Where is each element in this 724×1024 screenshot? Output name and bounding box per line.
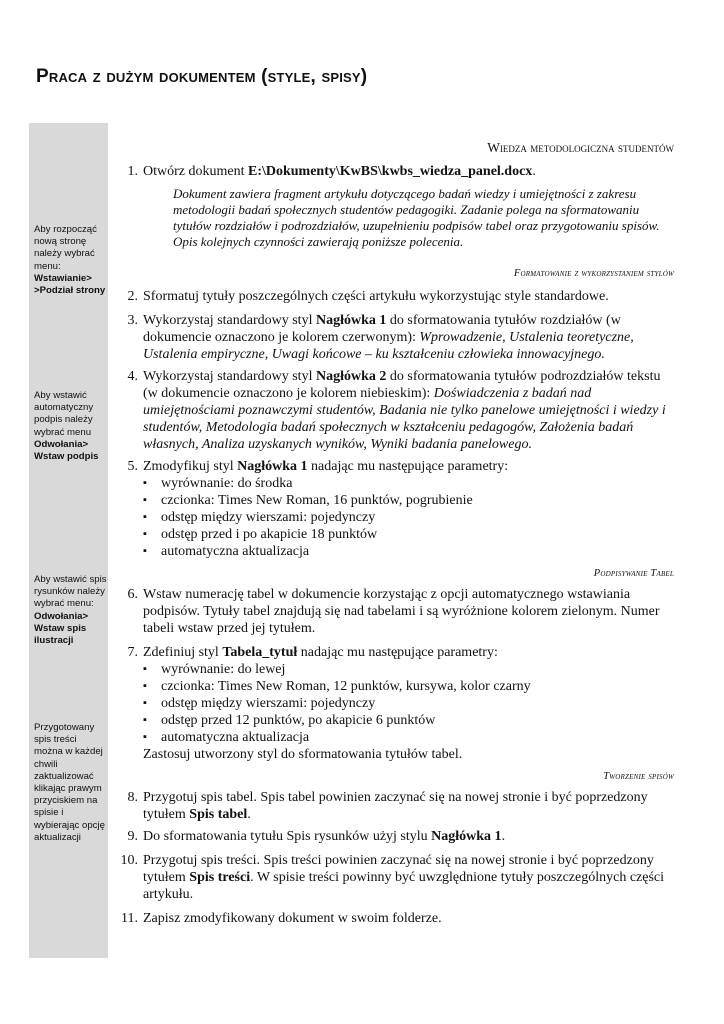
bullet-item: ▪ odstęp przed 12 punktów, po akapicie 6 punktów bbox=[143, 712, 674, 729]
bullet-item: ▪ automatyczna aktualizacja bbox=[143, 543, 674, 560]
section-heading: Podpisywanie Tabel bbox=[593, 568, 674, 579]
sidebar-note-caption bbox=[34, 390, 108, 463]
bullet-list bbox=[143, 475, 674, 560]
note-menu-path: Odwołania> Wstaw spis ilustracji bbox=[34, 610, 89, 647]
sidebar-note-figures bbox=[34, 574, 108, 647]
bullet-item: ▪ wyrównanie: do środka bbox=[143, 475, 674, 492]
note-text: Aby wstawić automatyczny podpis należy wybrać menu bbox=[34, 390, 94, 438]
bullet-item: ▪ automatyczna aktualizacja bbox=[143, 729, 674, 746]
list-item: 4. Wykorzystaj standardowy styl Nagłówka 2 do sformatowania tytułów podrozdziałów tekstu (w dokumencie oznaczono je kolorem niebieskim): Doświadczenia z badań nad umiejętnościami poznawczymi studentów, Badania nie tylko panelowe umiejętności i wiedzy i studentów, Metodologia badań społecznych w kształceniu pedagogów, Założenia badań własnych, Analiza uzyskanych wyników, Wyniki badania panelowego. bbox=[127, 369, 666, 452]
note-menu-path: Wstawianie> >Podział strony bbox=[34, 272, 106, 297]
bullet-list bbox=[143, 661, 674, 746]
page-title: Praca z dużym dokumentem (style, spisy) bbox=[36, 66, 368, 87]
bullet-item: ▪ odstęp między wierszami: pojedynczy bbox=[143, 509, 674, 526]
section-heading: Wiedza metodologiczna studentów bbox=[487, 140, 674, 155]
note-menu-path: Odwołania> Wstaw podpis bbox=[34, 438, 99, 463]
bullet-item: ▪ wyrównanie: do lewej bbox=[143, 661, 674, 678]
list-item: 2. Sformatuj tytuły poszczególnych części artykułu wykorzystując style standardowe. bbox=[127, 289, 609, 304]
note-text: Aby rozpocząć nową stronę należy wybrać menu: bbox=[34, 224, 97, 272]
list-item: 1. Otwórz dokument E:\Dokumenty\KwBS\kwbs_wiedza_panel.docx. bbox=[127, 164, 536, 179]
list-item: 7. Zdefiniuj styl Tabela_tytuł nadając mu następujące parametry: ▪ wyrównanie: do lewej ▪ czcionka: Times New Roman, 12 punktów, kursywa, kolor czarny ▪ odstęp między wierszami: pojedynczy ▪ odstęp przed 12 punktów, po akapicie 6 punktów ▪ automatyczna aktualizacja Zastosuj utworzony styl do sformatowania tytułów tabel. bbox=[118, 644, 674, 763]
list-item: 6. Wstaw numerację tabel w dokumencie korzystając z opcji automatycznego wstawiania podpisów. Tytuły tabel znajdują się nad tabelami i są wyróżnione kolorem zielonym. Numer tabeli wstaw przed jej tytułem. bbox=[127, 587, 660, 636]
task-description: Dokument zawiera fragment artykułu dotyczącego badań wiedzy i umiejętności z zakresu metodologii badań społecznych studentów pedagogiki. Zadanie polega na sformatowaniu tytułów rozdziałów i podrozdziałów, uzupełnieniu podpisów tabel oraz przygotowaniu spisów. Opis kolejnych czynności zawierają poniższe polecenia. bbox=[173, 186, 660, 249]
section-heading: Formatowanie z wykorzystaniem stylów bbox=[513, 268, 674, 279]
list-item: 8. Przygotuj spis tabel. Spis tabel powinien zaczynać się na nowej stronie i być poprzedzony tytułem Spis tabel. bbox=[127, 790, 648, 822]
bullet-item: ▪ odstęp przed i po akapicie 18 punktów bbox=[143, 526, 674, 543]
list-item: 3. Wykorzystaj standardowy styl Nagłówka 1 do sformatowania tytułów rozdziałów (w dokumencie oznaczono je kolorem czerwonym): Wprowadzenie, Ustalenia teoretyczne, Ustalenia empiryczne, Uwagi końcowe – ku kształceniu człowieka innowacyjnego. bbox=[127, 313, 634, 362]
bullet-item: ▪ czcionka: Times New Roman, 16 punktów, pogrubienie bbox=[143, 492, 674, 509]
sidebar-note-new-page bbox=[34, 224, 108, 297]
list-item: 11. Zapisz zmodyfikowany dokument w swoim folderze. bbox=[121, 911, 442, 926]
sidebar-note-toc bbox=[34, 722, 108, 844]
section-heading: Tworzenie spisów bbox=[603, 771, 674, 782]
list-item: 9. Do sformatowania tytułu Spis rysunków użyj stylu Nagłówka 1. bbox=[127, 829, 506, 844]
list-item: 10. Przygotuj spis treści. Spis treści powinien zaczynać się na nowej stronie i być poprzedzony tytułem Spis treści. W spisie treści powinny być uwzględnione tytuły poszczególnych części artykułu. bbox=[120, 853, 665, 902]
bullet-item: ▪ czcionka: Times New Roman, 12 punktów, kursywa, kolor czarny bbox=[143, 678, 674, 695]
note-text: Aby wstawić spis rysunków należy wybrać menu: bbox=[34, 574, 107, 610]
note-text: Przygotowany spis treści można w każdej chwili zaktualizować klikając prawym przyciskiem na spisie i wybierając opcję aktualizacji bbox=[34, 722, 105, 843]
bullet-item: ▪ odstęp między wierszami: pojedynczy bbox=[143, 695, 674, 712]
list-item: 5. Zmodyfikuj styl Nagłówka 1 nadając mu następujące parametry: ▪ wyrównanie: do środka ▪ czcionka: Times New Roman, 16 punktów, pogrubienie ▪ odstęp między wierszami: pojedynczy ▪ odstęp przed i po akapicie 18 punktów ▪ automatyczna aktualizacja bbox=[118, 458, 674, 560]
